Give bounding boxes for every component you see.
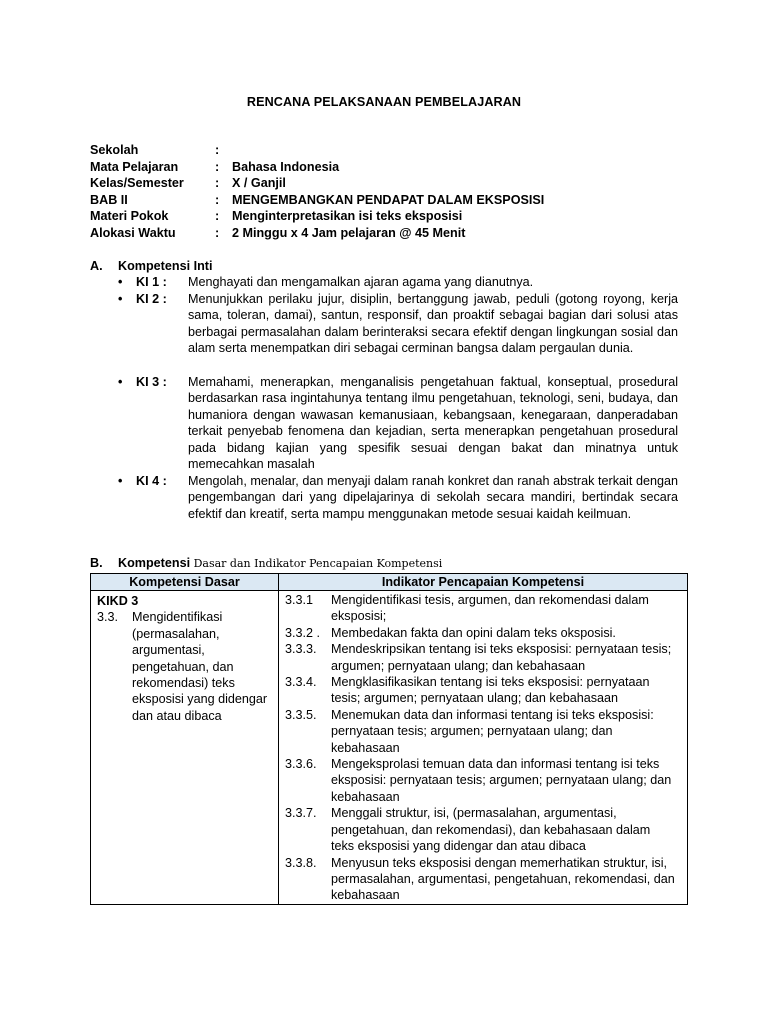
info-label: Alokasi Waktu <box>90 225 176 240</box>
info-value: Bahasa Indonesia <box>232 159 340 174</box>
info-row-materi-pokok <box>90 208 544 225</box>
indicator-item <box>279 592 676 625</box>
indicator-text: Mendeskripsikan tentang isi teks eksposisi: pernyataan tesis; argumen; pernyataan ulang; dan kebahasaan <box>331 642 672 673</box>
bullet-icon: • <box>118 474 123 488</box>
section-number: A. <box>90 259 103 273</box>
indicator-text: Menyusun teks eksposisi dengan memerhatikan struktur, isi, permasalahan, argumentasi, pengetahuan, rekomendasi, dan kebahasaan <box>331 855 675 903</box>
ki-label: KI 2 : <box>136 292 167 306</box>
indicator-number: 3.3.8. <box>285 855 317 870</box>
indicator-item <box>279 625 676 641</box>
bullet-icon: • <box>118 292 123 306</box>
info-colon: : <box>215 225 220 240</box>
info-row-sekolah <box>90 142 544 159</box>
competency-table <box>90 573 688 905</box>
bullet-icon: • <box>118 275 123 289</box>
section-b-heading <box>90 555 442 572</box>
info-colon: : <box>215 159 220 174</box>
indicator-item <box>279 707 676 756</box>
indicator-number: 3.3.3. <box>285 642 317 657</box>
kd-number: 3.3. <box>97 610 119 625</box>
table-header-row <box>91 574 688 591</box>
indicator-item <box>279 641 676 674</box>
bullet-icon: • <box>118 375 123 389</box>
indicator-text: Menggali struktur, isi, (permasalahan, argumentasi, pengetahuan, dan rekomendasi), dan kebahasaan dalam teks eksposisi yang didengar dan atau dibaca <box>331 806 651 854</box>
kd-text: Mengidentifikasi (permasalahan, argumentasi, pengetahuan, dan rekomendasi) teks eksposisi yang didengar dan atau dibaca <box>132 610 268 723</box>
info-row-alokasi-waktu <box>90 225 544 242</box>
ki-text: Menunjukkan perilaku jujur, disiplin, bertanggung jawab, peduli (gotong royong, kerja sama, toleran, damai), santun, responsif, dan proaktif sebagai bagian dari solusi atas berbagai permasalahan dalam berinteraksi secara efektif dengan lingkungan sosial dan alam serta menempatkan diri sebagai cerminan bangsa dalam pergaulan dunia. <box>188 292 678 356</box>
ki-text: Memahami, menerapkan, menganalisis pengetahuan faktual, konseptual, prosedural berdasarkan rasa ingintahunya tentang ilmu pengetahuan, teknologi, seni, budaya, dan humaniora dengan wawasan kemanusiaan, kebangsaan, kenegaraan, danperadaban terkait penyebab fenomena dan kejadian, serta menerapkan pengetahuan prosedural pada bidang kajian yang spesifik sesuai dengan bakat dan minatnya untuk memecahkan masalah <box>188 375 678 472</box>
ki-text: Menghayati dan mengamalkan ajaran agama yang dianutnya. <box>188 275 534 289</box>
ki-label: KI 1 : <box>136 275 167 289</box>
info-label: Materi Pokok <box>90 209 169 224</box>
section-title: Kompetensi Inti <box>118 259 213 273</box>
section-subtitle: Dasar dan Indikator Pencapaian Kompetensi <box>193 557 443 570</box>
table-header-indicator: Indikator Pencapaian Kompetensi <box>279 574 688 591</box>
ki-label: KI 3 : <box>136 375 167 389</box>
indicator-number: 3.3.4. <box>285 675 317 690</box>
info-colon: : <box>215 143 220 157</box>
section-number: B. <box>90 556 103 570</box>
indicator-text: Mengeksprolasi temuan data dan informasi tentang isi teks eksposisi: pernyataan tesis; argumen; pernyataan ulang; dan kebahasaan <box>331 757 672 804</box>
info-row-bab <box>90 192 544 209</box>
info-value: 2 Minggu x 4 Jam pelajaran @ 45 Menit <box>232 225 466 240</box>
info-row-mata-pelajaran <box>90 159 544 176</box>
section-title: Kompetensi <box>118 556 191 570</box>
info-value: MENGEMBANGKAN PENDAPAT DALAM EKSPOSISI <box>232 192 545 207</box>
info-colon: : <box>215 192 220 207</box>
kd-cell <box>91 591 279 905</box>
indicator-number: 3.3.2 . <box>285 625 321 640</box>
ki-text: Mengolah, menalar, dan menyaji dalam ranah konkret dan ranah abstrak terkait dengan pengembangan dari yang dipelajarinya di sekolah secara mandiri, bertindak secara efektif dan kreatif, serta mampu menggunakan metode sesuai kaidah keilmuan. <box>188 474 678 521</box>
indicator-text: Menemukan data dan informasi tentang isi teks eksposisi: pernyataan tesis; argumen; pernyataan ulang; dan kebahasaan <box>331 707 654 755</box>
info-colon: : <box>215 176 220 191</box>
info-label: Sekolah <box>90 143 139 157</box>
kikd-label: KIKD 3 <box>97 594 139 608</box>
table-row <box>91 591 688 905</box>
info-label: BAB II <box>90 192 128 207</box>
info-value: X / Ganjil <box>232 176 286 191</box>
info-value: Menginterpretasikan isi teks eksposisi <box>232 209 463 224</box>
info-label: Kelas/Semester <box>90 176 184 191</box>
indicator-cell <box>279 591 688 905</box>
info-colon: : <box>215 209 220 224</box>
indicator-item <box>279 805 676 854</box>
page-title: RENCANA PELAKSANAAN PEMBELAJARAN <box>246 95 522 109</box>
indicator-number: 3.3.1 <box>285 593 314 607</box>
section-a-heading <box>90 258 212 274</box>
kd-item <box>91 609 272 724</box>
identity-block <box>90 142 544 242</box>
ki-label: KI 4 : <box>136 474 167 488</box>
indicator-item <box>279 756 676 805</box>
info-row-kelas-semester <box>90 175 544 192</box>
indicator-text: Membedakan fakta dan opini dalam teks oksposisi. <box>331 625 616 640</box>
indicator-number: 3.3.7. <box>285 806 317 821</box>
indicator-item <box>279 674 676 707</box>
info-label: Mata Pelajaran <box>90 159 179 174</box>
indicator-text: Mengklasifikasikan tentang isi teks eksposisi: pernyataan tesis; argumen; pernyataan ulang; dan kebahasaan <box>331 675 650 706</box>
indicator-text: Mengidentifikasi tesis, argumen, dan rekomendasi dalam eksposisi; <box>331 593 649 624</box>
indicator-number: 3.3.5. <box>285 707 317 722</box>
table-header-kd: Kompetensi Dasar <box>91 574 279 591</box>
indicator-number: 3.3.6. <box>285 757 317 772</box>
indicator-item <box>279 855 676 904</box>
